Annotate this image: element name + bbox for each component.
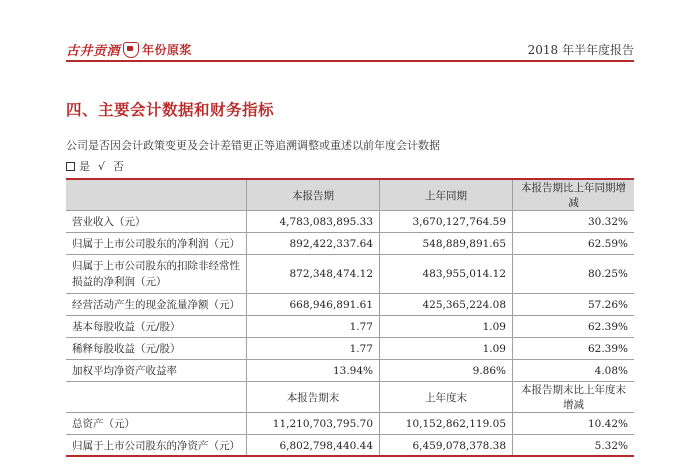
change-value: 80.25%: [513, 255, 635, 294]
logo-script-text: 古井贡酒: [66, 44, 121, 59]
table-row: [66, 360, 634, 382]
period-end-value: 11,210,703,795.70: [247, 413, 380, 435]
header-cell: 上年度末: [380, 382, 513, 413]
row-label: 基本每股收益（元/股）: [66, 316, 247, 338]
row-label: 归属于上市公司股东的净利润（元）: [66, 233, 247, 255]
header-cell: 本报告期末比上年度末增减: [513, 382, 635, 413]
row-label: 稀释每股收益（元/股）: [66, 338, 247, 360]
row-label: 营业收入（元）: [66, 211, 247, 233]
restatement-answer: [66, 158, 124, 174]
financial-data-table: [66, 180, 634, 457]
prior-period-value: 425,365,224.08: [380, 294, 513, 316]
section-title: 四、主要会计数据和财务指标: [66, 100, 275, 119]
prior-period-value: 1.09: [380, 316, 513, 338]
restatement-question: 公司是否因会计政策变更及会计差错更正等追溯调整或重述以前年度会计数据: [66, 139, 440, 152]
period-end-value: 6,802,798,440.44: [247, 435, 380, 457]
answer-yes: 是: [79, 160, 90, 173]
current-period-value: 668,946,891.61: [247, 294, 380, 316]
answer-no: 否: [113, 160, 125, 173]
table-header-row: [66, 180, 634, 211]
current-period-value: 4,783,083,895.33: [247, 211, 380, 233]
table-row: [66, 294, 634, 316]
current-period-value: 872,348,474.12: [247, 255, 380, 294]
prior-year-end-value: 10,152,862,119.05: [380, 413, 513, 435]
change-value: 4.08%: [513, 360, 635, 382]
row-label: 归属于上市公司股东的扣除非经常性损益的净利润（元）: [66, 255, 247, 294]
prior-period-value: 548,889,891.65: [380, 233, 513, 255]
table-subheader-row: [66, 382, 634, 413]
change-value: 62.39%: [513, 316, 635, 338]
change-value: 62.59%: [513, 233, 635, 255]
change-value: 10.42%: [513, 413, 635, 435]
current-period-value: 892,422,337.64: [247, 233, 380, 255]
current-period-value: 13.94%: [247, 360, 380, 382]
table-row: [66, 233, 634, 255]
table-row: [66, 413, 634, 435]
header-cell: [66, 180, 247, 211]
header-cell: 本报告期比上年同期增减: [513, 180, 635, 211]
header-cell: 上年同期: [380, 180, 513, 211]
checkbox-icon: [66, 162, 75, 171]
row-label: 加权平均净资产收益率: [66, 360, 247, 382]
prior-period-value: 3,670,127,764.59: [380, 211, 513, 233]
table-row: [66, 255, 634, 294]
change-value: 62.39%: [513, 338, 635, 360]
header-divider: [66, 60, 634, 62]
report-title: 2018 年半年度报告: [527, 43, 634, 57]
brand-logo: [66, 40, 192, 59]
header-cell: [66, 382, 247, 413]
prior-period-value: 1.09: [380, 338, 513, 360]
table-row: [66, 316, 634, 338]
change-value: 57.26%: [513, 294, 635, 316]
row-label: 归属于上市公司股东的净资产（元）: [66, 435, 247, 457]
current-period-value: 1.77: [247, 316, 380, 338]
header-cell: 本报告期末: [247, 382, 380, 413]
check-mark-icon: √: [98, 159, 106, 173]
table-row: [66, 338, 634, 360]
change-value: 5.32%: [513, 435, 635, 457]
change-value: 30.32%: [513, 211, 635, 233]
table-row: [66, 211, 634, 233]
row-label: 经营活动产生的现金流量净额（元）: [66, 294, 247, 316]
row-label: 总资产（元）: [66, 413, 247, 435]
prior-period-value: 9.86%: [380, 360, 513, 382]
current-period-value: 1.77: [247, 338, 380, 360]
table-row: [66, 435, 634, 457]
prior-period-value: 483,955,014.12: [380, 255, 513, 294]
prior-year-end-value: 6,459,078,378.38: [380, 435, 513, 457]
table-bottom-rule: [66, 455, 634, 457]
header-cell: 本报告期: [247, 180, 380, 211]
page-header: [66, 38, 634, 66]
seal-icon: [123, 42, 139, 58]
logo-text: 年份原浆: [142, 43, 193, 57]
